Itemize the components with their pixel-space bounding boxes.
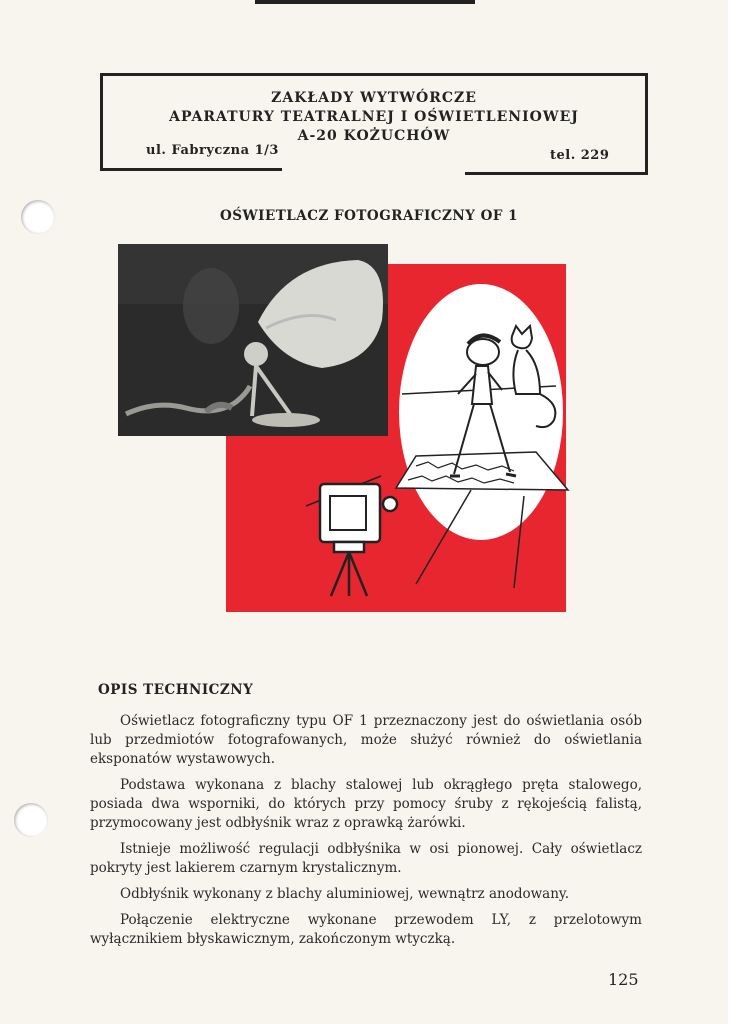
paragraph-2: Podstawa wykonana z blachy stalowej lub okrągłego pręta stalowego, posiada dwa wsporniki, do których przy pomocy śruby z rękojeścią falistą, przymocowany jest odbłyśnik wraz z oprawką żarówki. (90, 777, 642, 831)
header-phone: tel. 229 (550, 148, 610, 163)
binding-strip (255, 0, 475, 4)
paragraph-5: Połączenie elektryczne wykonane przewodem LY, z przelotowym wyłącznikiem błyskawicznym, zakończonym wtyczką. (90, 912, 642, 947)
header-line-3: A-20 KOŻUCHÓW (297, 128, 451, 144)
lamp-photo (118, 244, 388, 436)
paragraph-3: Istnieje możliwość regulacji odbłyśnika w osi pionowej. Cały oświetlacz pokryty jest lakierem czarnym krystalicznym. (90, 841, 642, 876)
header-address: ul. Fabryczna 1/3 (146, 143, 279, 158)
punch-hole-bottom (14, 803, 48, 837)
section-heading: OPIS TECHNICZNY (98, 682, 254, 698)
paragraph-1: Oświetlacz fotograficzny typu OF 1 przeznaczony jest do oświetlania osób lub przedmiotów fotografowanych, może służyć również do oświetlania eksponatów wystawowych. (90, 713, 642, 767)
page-number: 125 (608, 970, 639, 989)
spotlight-ellipse (399, 284, 563, 540)
technical-description (90, 712, 642, 956)
page-edge (728, 0, 738, 1024)
company-header (100, 73, 648, 173)
header-top-rule (100, 73, 648, 76)
header-line-2: APARATURY TEATRALNEJ I OŚWIETLENIOWEJ (169, 109, 579, 125)
product-illustration (116, 244, 570, 614)
header-bottom-left-rule (100, 168, 282, 171)
document-title: OŚWIETLACZ FOTOGRAFICZNY OF 1 (219, 208, 519, 224)
header-bottom-right-rule (465, 172, 648, 175)
header-line-1: ZAKŁADY WYTWÓRCZE (271, 90, 477, 106)
paragraph-4: Odbłyśnik wykonany z blachy aluminiowej, wewnątrz anodowany. (120, 886, 570, 902)
